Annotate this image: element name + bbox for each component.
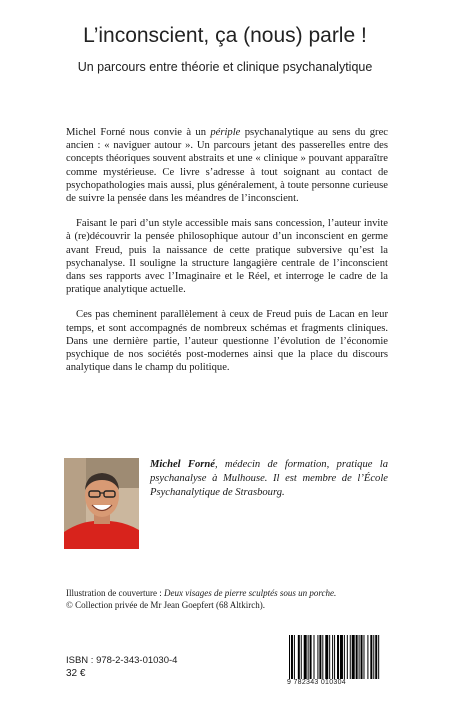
author-bio-text: , médecin de formation, pratique la psychanalyse à Mulhouse. Il est membre de l’École Psychanalytique de Strasbourg. (150, 459, 388, 498)
paragraph-3: Ces pas cheminent parallèlement à ceux de Freud puis de Lacan en leur temps, et sont accompagnés de nombreux schémas et fragments cliniques. Dans une dernière partie, l’auteur questionne l’évolution de l’économie psychique de nos sociétés post-modernes ainsi que la place du discours analytique dans le champ du politique. (66, 309, 388, 374)
book-title: L’inconscient, ça (nous) parle ! (83, 24, 367, 47)
price: 32 € (66, 668, 86, 679)
barcode (289, 635, 388, 679)
back-cover-text (66, 126, 388, 386)
author-photo (64, 458, 139, 549)
isbn-block (66, 654, 177, 680)
credit-collection: © Collection privée de Mr Jean Goepfert (68 Altkirch). (66, 600, 266, 610)
book-subtitle: Un parcours entre théorie et clinique psychanalytique (77, 60, 373, 74)
author-name: Michel Forné (150, 459, 215, 470)
paragraph-1-end: psychanalytique au sens du grec ancien : « naviguer autour ». Un parcours jetant des passerelles entre des concepts théoriques souvent abstraits et une « clinique » pouvant apparaître comme mystérieuse. Ce livre s’adresse à tout soignant au contact de psychopathologies mais aussi, plus généralement, à toute personne curieuse de suivre la pensée dans les méandres de l’inconscient. (66, 127, 388, 205)
author-bio (150, 458, 388, 500)
paragraph-1 (66, 126, 388, 205)
credit-label: Illustration de couverture : (66, 588, 164, 598)
barcode-number: 9 782343 010304 (287, 679, 346, 686)
isbn: ISBN : 978-2-343-01030-4 (66, 655, 178, 666)
credit-title: Deux visages de pierre sculptés sous un porche. (163, 588, 337, 598)
paragraph-1-start: Michel Forné nous convie à un (66, 127, 211, 138)
cover-credit (66, 587, 396, 611)
paragraph-1-emphasis: périple (210, 127, 241, 138)
paragraph-2: Faisant le pari d’un style accessible mais sans concession, l’auteur invite à (re)découvrir la pensée philosophique autour d’un inconscient en germe avant Freud, puis la naissance de cette pratique subversive qu’est la psychanalyse. Il souligne la structure langagière centrale de l’inconscient dans ses rapports avec l’Imaginaire et le Réel, et interroge le cadre de la pratique analytique actuelle. (66, 218, 388, 296)
cover-illustration-line (66, 587, 396, 599)
